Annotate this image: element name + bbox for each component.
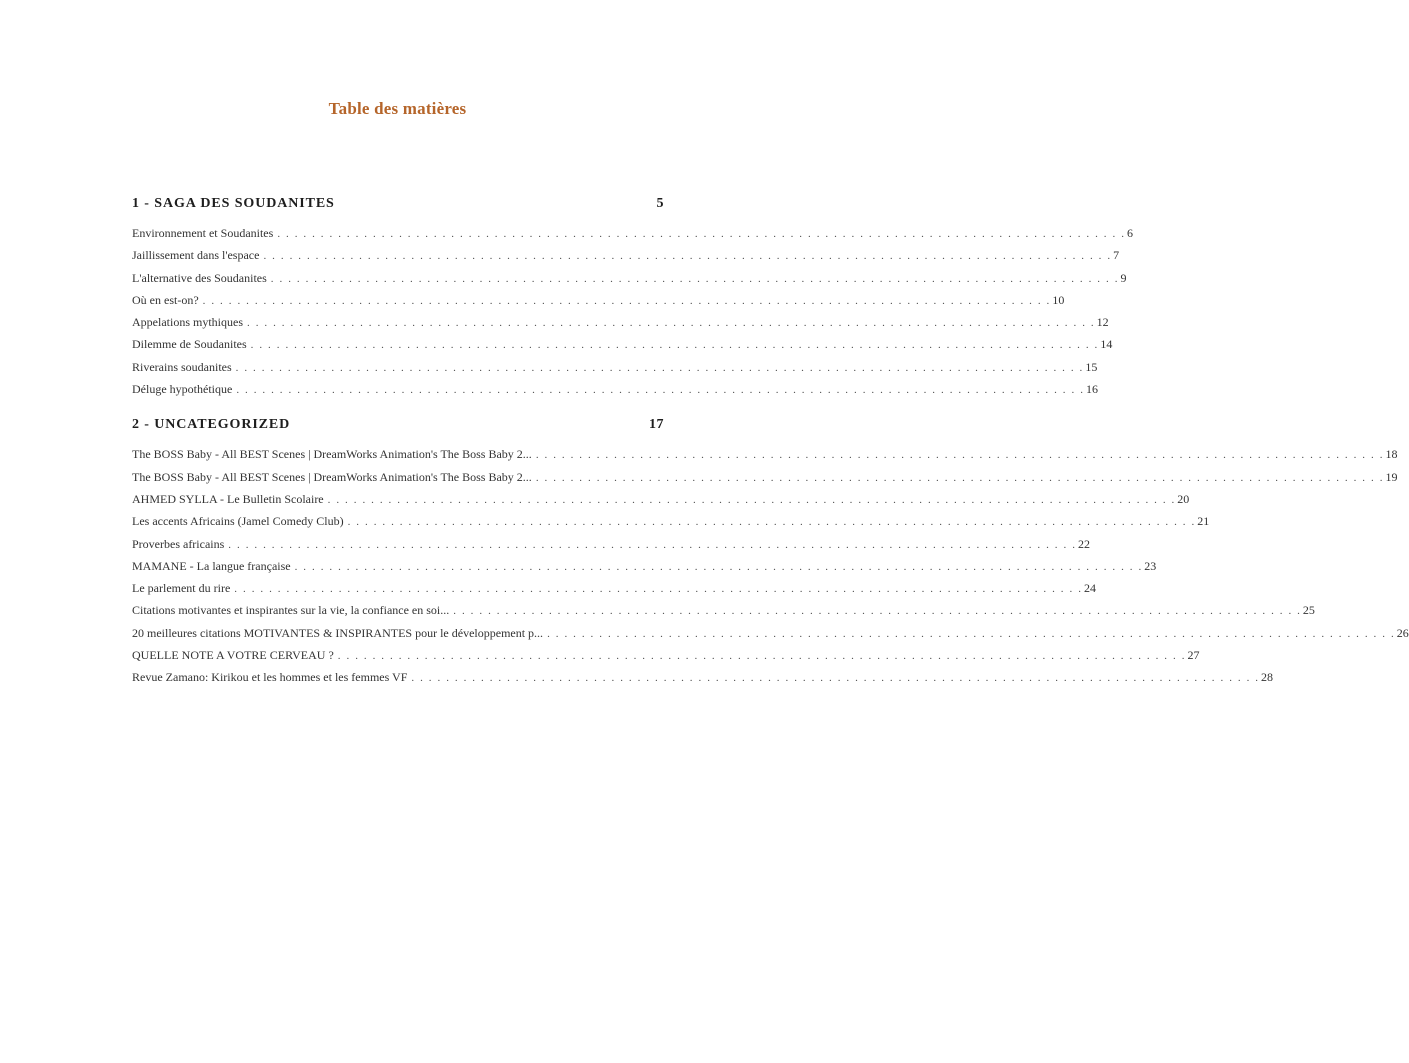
toc-entry[interactable] <box>132 289 1065 311</box>
section-heading-title: 2 - UNCATEGORIZED <box>132 417 291 433</box>
toc-entry-title: 20 meilleures citations MOTIVANTES & INSPIRANTES pour le développement p... <box>132 625 544 640</box>
toc-entry-page: 20 <box>1177 491 1190 506</box>
dot-leader <box>536 444 1383 466</box>
toc-entry-page: 21 <box>1197 514 1210 529</box>
toc-entry[interactable] <box>132 666 1274 688</box>
toc-entry[interactable] <box>132 622 1409 644</box>
toc-entry-page: 12 <box>1096 315 1109 330</box>
dot-leader <box>236 357 1083 379</box>
toc-entry-page: 10 <box>1052 292 1065 307</box>
toc-entry-title: The BOSS Baby - All BEST Scenes | DreamWorks Animation's The Boss Baby 2... <box>132 447 532 462</box>
section-heading-title: 1 - SAGA DES SOUDANITES <box>132 196 335 211</box>
toc-title: Table des matières <box>328 99 467 118</box>
toc-entry-title: Proverbes africains <box>132 536 225 551</box>
dot-leader <box>263 245 1110 267</box>
toc-entry-page: 27 <box>1187 648 1200 663</box>
toc-section-1 <box>132 193 1133 400</box>
toc-entry[interactable] <box>132 267 1127 289</box>
dot-leader <box>338 645 1185 667</box>
toc-entry-title: Environnement et Soudanites <box>132 226 274 240</box>
toc-entry-title: MAMANE - La langue française <box>132 558 291 573</box>
toc-entry[interactable] <box>132 577 1096 599</box>
toc-entry-page: 26 <box>1396 625 1409 640</box>
toc-entry[interactable] <box>132 510 1210 532</box>
dot-leader <box>295 556 1142 578</box>
toc-entry[interactable] <box>132 356 1098 378</box>
section-heading[interactable] <box>132 193 664 215</box>
toc-entry-title: Dilemme de Soudanites <box>132 337 247 352</box>
dot-leader <box>536 467 1383 489</box>
toc-entry-page: 18 <box>1385 447 1398 462</box>
toc-entry[interactable] <box>132 533 1090 555</box>
toc-entry-title: Jaillissement dans l'espace <box>132 248 260 263</box>
toc-entry-title: Revue Zamano: Kirikou et les hommes et les femmes VF <box>132 670 408 685</box>
toc-section-2 <box>132 414 1409 688</box>
toc-entry-page: 9 <box>1120 270 1127 285</box>
dot-leader <box>228 534 1075 556</box>
toc-entry-page: 19 <box>1385 469 1398 484</box>
toc-entry[interactable] <box>132 222 1133 244</box>
toc-entry-page: 22 <box>1077 536 1090 551</box>
toc-entry-title: QUELLE NOTE A VOTRE CERVEAU ? <box>132 648 334 663</box>
toc-entry-title: Appelations mythiques <box>132 315 243 330</box>
dot-leader <box>411 667 1258 689</box>
dot-leader <box>277 223 1124 245</box>
toc-entry-page: 16 <box>1085 382 1098 397</box>
toc-entry-title: AHMED SYLLA - Le Bulletin Scolaire <box>132 491 324 506</box>
toc-entry[interactable] <box>132 488 1190 510</box>
toc-entry[interactable] <box>132 333 1113 355</box>
toc-entry-title: Le parlement du rire <box>132 581 231 596</box>
toc-entry-page: 6 <box>1126 226 1133 240</box>
section-heading-page: 5 <box>656 196 664 211</box>
toc-entry-title: Où en est-on? <box>132 292 199 307</box>
toc-entry-title: The BOSS Baby - All BEST Scenes | DreamWorks Animation's The Boss Baby 2... <box>132 469 532 484</box>
toc-entry[interactable] <box>132 555 1157 577</box>
dot-leader <box>453 600 1300 622</box>
table-of-contents <box>132 193 1409 703</box>
toc-entry[interactable] <box>132 466 1398 488</box>
toc-entry[interactable] <box>132 378 1098 400</box>
toc-entry-title: L'alternative des Soudanites <box>132 270 267 285</box>
dot-leader <box>547 623 1394 645</box>
toc-entry-page: 14 <box>1100 337 1113 352</box>
section-heading[interactable] <box>132 414 664 436</box>
toc-entry[interactable] <box>132 244 1120 266</box>
dot-leader <box>251 334 1098 356</box>
toc-entry[interactable] <box>132 599 1315 621</box>
section-heading-page: 17 <box>649 417 664 433</box>
toc-entry-page: 24 <box>1083 581 1096 596</box>
dot-leader <box>271 268 1118 290</box>
toc-entry-page: 23 <box>1144 558 1157 573</box>
dot-leader <box>234 578 1081 600</box>
toc-entry[interactable] <box>132 644 1200 666</box>
toc-entry[interactable] <box>132 443 1398 465</box>
toc-entry-title: Citations motivantes et inspirantes sur la vie, la confiance en soi... <box>132 603 450 618</box>
toc-entry-title: Riverains soudanites <box>132 359 232 374</box>
dot-leader <box>348 511 1195 533</box>
toc-entry-page: 7 <box>1113 248 1120 263</box>
toc-entry[interactable] <box>132 311 1109 333</box>
toc-entry-page: 25 <box>1302 603 1315 618</box>
toc-entry-page: 28 <box>1261 670 1274 685</box>
dot-leader <box>203 290 1050 312</box>
toc-entry-title: Les accents Africains (Jamel Comedy Club) <box>132 514 344 529</box>
toc-entry-title: Déluge hypothétique <box>132 382 233 397</box>
dot-leader <box>328 489 1175 511</box>
toc-entry-page: 15 <box>1085 359 1098 374</box>
dot-leader <box>236 379 1083 401</box>
dot-leader <box>247 312 1094 334</box>
